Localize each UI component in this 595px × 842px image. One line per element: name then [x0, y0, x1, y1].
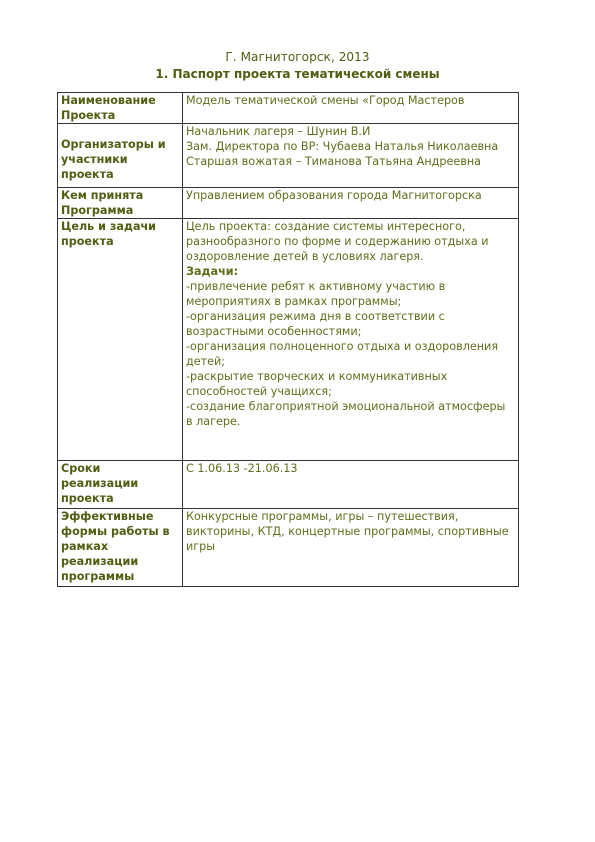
- section-heading: 1. Паспорт проекта тематической смены: [155, 67, 440, 81]
- table-row: [58, 219, 519, 461]
- row-value: [183, 93, 519, 124]
- table-row: [58, 188, 519, 219]
- value-line: Старшая вожатая – Тиманова Татьяна Андреевна: [186, 155, 481, 168]
- value-line: Управлением образования города Магнитогорска: [186, 189, 482, 202]
- row-value: [183, 461, 519, 509]
- city-year-line: Г. Магнитогорск, 2013: [225, 50, 370, 64]
- row-label: Эффективные формы работы в рамках реализации программы: [58, 509, 183, 587]
- task-item: -организация режима дня в соответствии с возрастными особенностями;: [186, 310, 445, 338]
- row-label: Сроки реализации проекта: [58, 461, 183, 509]
- task-item: -привлечение ребят к активному участию в мероприятиях в рамках программы;: [186, 280, 446, 308]
- table-row: [58, 461, 519, 509]
- value-line: С 1.06.13 -21.06.13: [186, 462, 298, 475]
- task-item: -организация полноценного отдыха и оздоровления детей;: [186, 340, 499, 368]
- tasks-title: Задачи:: [186, 265, 239, 278]
- value-line: Конкурсные программы, игры – путешествия, викторины, КТД, концертные программы, спортивные игры: [186, 510, 509, 553]
- row-value: [183, 124, 519, 188]
- table-row: [58, 124, 519, 188]
- goal-and-tasks: [183, 219, 519, 461]
- table-row: [58, 93, 519, 124]
- project-passport-table: [57, 92, 519, 587]
- goal-text: Цель проекта: создание системы интересного, разнообразного по форме и содержанию отдыха и оздоровление детей в условиях лагеря.: [186, 220, 489, 263]
- row-label: Цель и задачи проекта: [58, 219, 183, 461]
- row-label: Наименование Проекта: [58, 93, 183, 124]
- value-line: Зам. Директора по ВР: Чубаева Наталья Николаевна: [186, 140, 499, 153]
- row-value: [183, 509, 519, 587]
- task-item: -создание благоприятной эмоциональной атмосферы в лагере.: [186, 400, 506, 428]
- value-line: Модель тематической смены «Город Мастеров: [186, 94, 465, 107]
- task-item: -раскрытие творческих и коммуникативных способностей учащихся;: [186, 370, 448, 398]
- row-label: [58, 124, 183, 188]
- table-row: [58, 509, 519, 587]
- row-label-text: Организаторы и участники проекта: [61, 138, 166, 181]
- row-label: Кем принята Программа: [58, 188, 183, 219]
- row-value: [183, 188, 519, 219]
- value-line: Начальник лагеря – Шунин В.И: [186, 125, 371, 138]
